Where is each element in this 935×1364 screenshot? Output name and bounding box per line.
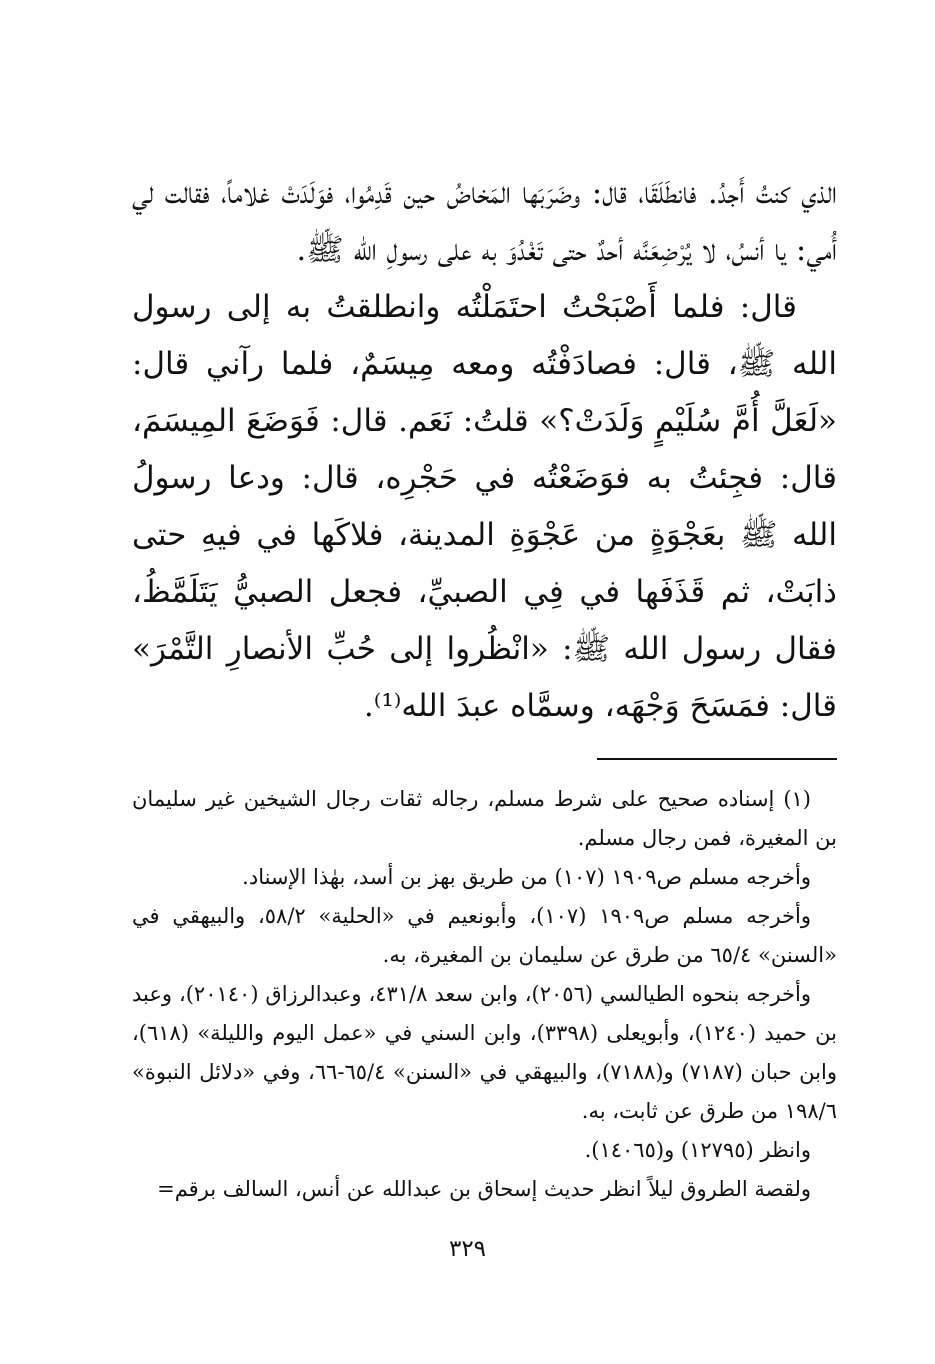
main-text xyxy=(132,165,837,735)
footnotes xyxy=(132,780,837,1209)
footnote-separator xyxy=(597,758,837,760)
footnote-source-2: وأخرجه مسلم ص١٩٠٩ (١٠٧)، وأبونعيم في «الحلية» ٥٨/٢، والبيهقي في «السنن» ٦٥/٤ من طرق عن سليمان بن المغيرة، به. xyxy=(132,904,837,967)
page-number: ٣٢٩ xyxy=(448,1236,487,1262)
footnote-source-1: وأخرجه مسلم ص١٩٠٩ (١٠٧) من طريق بهز بن أسد، بهٰذا الإسناد. xyxy=(242,865,811,889)
footnote-1: (١) إسناده صحيح على شرط مسلم، رجاله ثقات رجال الشيخين غير سليمان بن المغيرة، فمن رجال مسلم. xyxy=(132,787,837,850)
main-paragraph-2: قال: فلما أَصْبَحْتُ احتَمَلْتُه وانطلقتُ به إلى رسول الله ﷺ، قال: فصادَفْتُه ومعه مِيسَمٌ، فلما رآني قال: «لَعَلَّ أُمَّ سُلَيْمٍ وَلَدَتْ؟» قلتُ: نَعَم. قال: فَوَضَعَ المِيسَمَ، قال: فجِئتُ به فوَضَعْتُه في حَجْرِه، قال: ودعا رسولُ الله ﷺ بعَجْوَةٍ من عَجْوَةِ المدينة، فلاكَها في فيهِ حتى ذابَتْ، ثم قَذَفَها في فِي الصبيِّ، فجعل الصبيُّ يَتَلَمَّظُ، فقال رسول الله ﷺ: «انْظُروا إلى حُبِّ الأنصارِ التَّمْرَ» قال: فمَسَحَ وَجْهَه، وسمَّاه عبدَ الله⁽¹⁾. xyxy=(132,289,837,724)
footnote-continued: ولقصة الطروق ليلاً انظر حديث إسحاق بن عبدالله عن أنس، السالف برقم= xyxy=(157,1177,811,1201)
main-paragraph-1: الذي كنتُ أَجدُ. فانطَلَقَا، قال: وضَرَبَها المَخاضُ حين قَدِمُوا، فوَلَدَتْ غلاماً، فقالت لي أُمي: يا أنسُ، لا يُرْضِعَنَّه أحدٌ حتى تَغْدُوَ به على رسولِ الله ﷺ. xyxy=(132,175,837,268)
footnote-see-also: وانظر (١٢٧٩٥) و(١٤٠٦٥). xyxy=(584,1138,811,1162)
footnote-source-3: وأخرجه بنحوه الطيالسي (٢٠٥٦)، وابن سعد ٤٣١/٨، وعبدالرزاق (٢٠١٤٠)، وعبد بن حميد (١٢٤٠)، وأبويعلى (٣٣٩٨)، وابن السني في «عمل اليوم والليلة» (٦١٨)، وابن حبان (٧١٨٧) و(٧١٨٨)، والبيهقي في «السنن» ٦٥/٤-٦٦، وفي «دلائل النبوة» ١٩٨/٦ من طرق عن ثابت، به. xyxy=(132,982,837,1123)
